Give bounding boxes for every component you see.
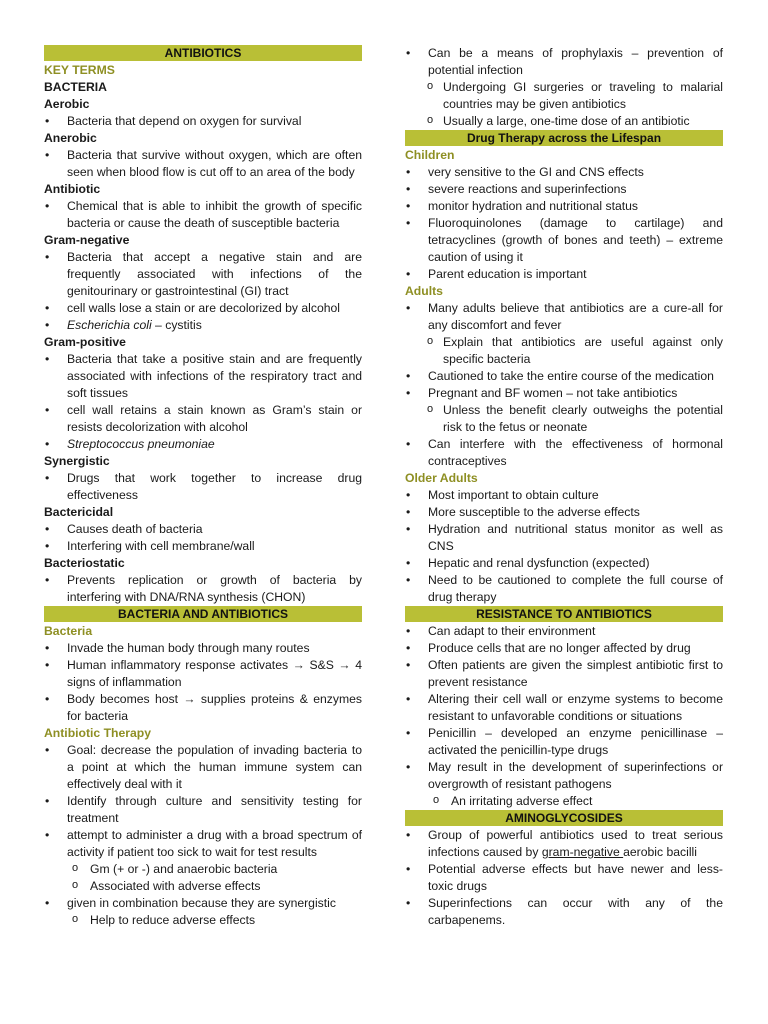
key-terms-heading: KEY TERMS — [44, 63, 115, 77]
list-item: • Many adults believe that antibiotics are a cure-all for any discomfort and fever — [405, 300, 723, 334]
list-item: • cell walls lose a stain or are decolorized by alcohol — [44, 300, 362, 317]
list-item: • Bacteria that survive without oxygen, which are often seen when blood flow is cut off to an area of the body — [44, 147, 362, 181]
species-name: Escherichia coli — [67, 318, 152, 332]
subheading-older-adults: Older Adults — [405, 471, 478, 485]
list-item: • Invade the human body through many routes — [44, 640, 362, 657]
list-item: • Can interfere with the effectiveness of hormonal contraceptives — [405, 436, 723, 470]
list-item — [405, 827, 723, 861]
term-bactericidal: Bactericidal — [44, 505, 114, 519]
list-item: • Potential adverse effects but have newer and less-toxic drugs — [405, 861, 723, 895]
children-list — [405, 164, 723, 283]
resistance-list — [405, 623, 723, 810]
aerobic-list — [44, 113, 362, 130]
list-item: • monitor hydration and nutritional status — [405, 198, 723, 215]
list-item: • Produce cells that are no longer affected by drug — [405, 640, 723, 657]
list-item: • Often patients are given the simplest antibiotic first to prevent resistance — [405, 657, 723, 691]
list-item: • Penicillin – developed an enzyme penicillinase – activated the penicillin-type drugs — [405, 725, 723, 759]
list-item: • Bacteria that depend on oxygen for survival — [44, 113, 362, 130]
term-synergistic: Synergistic — [44, 454, 110, 468]
older-adults-list — [405, 487, 723, 606]
sub-list-item: o Associated with adverse effects — [44, 878, 362, 895]
bactericidal-list — [44, 521, 362, 555]
prophylaxis-list — [405, 45, 723, 130]
list-item: • Bacteria that take a positive stain and are frequently associated with infections of the respiratory tract and soft tissues — [44, 351, 362, 402]
sub-list-item: o Help to reduce adverse effects — [44, 912, 362, 929]
list-item: • Can be a means of prophylaxis – prevention of potential infection — [405, 45, 723, 79]
list-item: • Superinfections can occur with any of the carbapenems. — [405, 895, 723, 929]
list-item — [44, 317, 362, 334]
list-item: • Causes death of bacteria — [44, 521, 362, 538]
underlined-term: gram-negative — [541, 845, 624, 859]
term-anerobic: Anerobic — [44, 131, 97, 145]
term-bacteria: BACTERIA — [44, 80, 107, 94]
item-text: Group of powerful antibiotics used to treat serious infections caused by — [428, 828, 723, 859]
list-item: • given in combination because they are synergistic — [44, 895, 362, 912]
section-header-antibiotics: ANTIBIOTICS — [44, 45, 362, 61]
subheading-children: Children — [405, 148, 455, 162]
section-header-resistance: RESISTANCE TO ANTIBIOTICS — [405, 606, 723, 622]
list-item: • severe reactions and superinfections — [405, 181, 723, 198]
list-item: • Human inflammatory response activates → S&S → 4 signs of inflammation — [44, 657, 362, 691]
list-item: • Need to be cautioned to complete the full course of drug therapy — [405, 572, 723, 606]
species-name: Streptococcus pneumoniae — [67, 437, 215, 451]
anerobic-list — [44, 147, 362, 181]
list-item: • Interfering with cell membrane/wall — [44, 538, 362, 555]
synergistic-list — [44, 470, 362, 504]
list-item: • Bacteria that accept a negative stain and are frequently associated with infections of the genitourinary or gastrointestinal (GI) tract — [44, 249, 362, 300]
list-item: • Pregnant and BF women – not take antibiotics — [405, 385, 723, 402]
section-header-lifespan: Drug Therapy across the Lifespan — [405, 130, 723, 146]
term-aerobic: Aerobic — [44, 97, 90, 111]
list-item: • very sensitive to the GI and CNS effects — [405, 164, 723, 181]
section-header-bacteria-and-antibiotics: BACTERIA AND ANTIBIOTICS — [44, 606, 362, 622]
species-note: – cystitis — [151, 318, 202, 332]
gram-positive-list — [44, 351, 362, 453]
gram-negative-list — [44, 249, 362, 334]
section-header-aminoglycosides: AMINOGLYCOSIDES — [405, 810, 723, 826]
list-item: • Most important to obtain culture — [405, 487, 723, 504]
sub-list-item: o Gm (+ or -) and anaerobic bacteria — [44, 861, 362, 878]
term-antibiotic: Antibiotic — [44, 182, 101, 196]
list-item: • Cautioned to take the entire course of the medication — [405, 368, 723, 385]
left-column — [44, 45, 362, 929]
sub-list-item: o Explain that antibiotics are useful against only specific bacteria — [405, 334, 723, 368]
list-item: • Altering their cell wall or enzyme systems to become resistant to unfavorable conditions or situations — [405, 691, 723, 725]
list-item: • Parent education is important — [405, 266, 723, 283]
sub-list-item: o Unless the benefit clearly outweighs the potential risk to the fetus or neonate — [405, 402, 723, 436]
list-item: • Drugs that work together to increase drug effectiveness — [44, 470, 362, 504]
bacteria-list — [44, 640, 362, 725]
term-gram-positive: Gram-positive — [44, 335, 126, 349]
list-item: • Body becomes host → supplies proteins & enzymes for bacteria — [44, 691, 362, 725]
antibiotic-list — [44, 198, 362, 232]
list-item: • More susceptible to the adverse effects — [405, 504, 723, 521]
list-item: • Fluoroquinolones (damage to cartilage) and tetracyclines (growth of bones and teeth) – extreme caution of using it — [405, 215, 723, 266]
adults-list — [405, 300, 723, 470]
sub-list-item: o Usually a large, one-time dose of an antibiotic — [405, 113, 723, 130]
list-item: • Chemical that is able to inhibit the growth of specific bacteria or cause the death of susceptible bacteria — [44, 198, 362, 232]
bacteriostatic-list — [44, 572, 362, 606]
item-text: aerobic bacilli — [623, 845, 697, 859]
term-bacteriostatic: Bacteriostatic — [44, 556, 125, 570]
aminoglycosides-list — [405, 827, 723, 929]
right-column — [405, 45, 723, 929]
sub-list-item: o An irritating adverse effect — [405, 793, 723, 810]
list-item — [44, 436, 362, 453]
list-item: • attempt to administer a drug with a broad spectrum of activity if patient too sick to wait for test results — [44, 827, 362, 861]
sub-list-item: o Undergoing GI surgeries or traveling to malarial countries may be given antibiotics — [405, 79, 723, 113]
list-item: • Identify through culture and sensitivity testing for treatment — [44, 793, 362, 827]
list-item: • Prevents replication or growth of bacteria by interfering with DNA/RNA synthesis (CHON) — [44, 572, 362, 606]
term-gram-negative: Gram-negative — [44, 233, 130, 247]
list-item: • May result in the development of superinfections or overgrowth of resistant pathogens — [405, 759, 723, 793]
subheading-adults: Adults — [405, 284, 443, 298]
list-item: • Hydration and nutritional status monitor as well as CNS — [405, 521, 723, 555]
list-item: • Goal: decrease the population of invading bacteria to a point at which the human immune system can effectively deal with it — [44, 742, 362, 793]
antibiotic-therapy-list — [44, 742, 362, 929]
subheading-bacteria: Bacteria — [44, 624, 93, 638]
subheading-antibiotic-therapy: Antibiotic Therapy — [44, 726, 151, 740]
list-item: • Hepatic and renal dysfunction (expected) — [405, 555, 723, 572]
list-item: • Can adapt to their environment — [405, 623, 723, 640]
list-item: • cell wall retains a stain known as Gram’s stain or resists decolorization with alcohol — [44, 402, 362, 436]
